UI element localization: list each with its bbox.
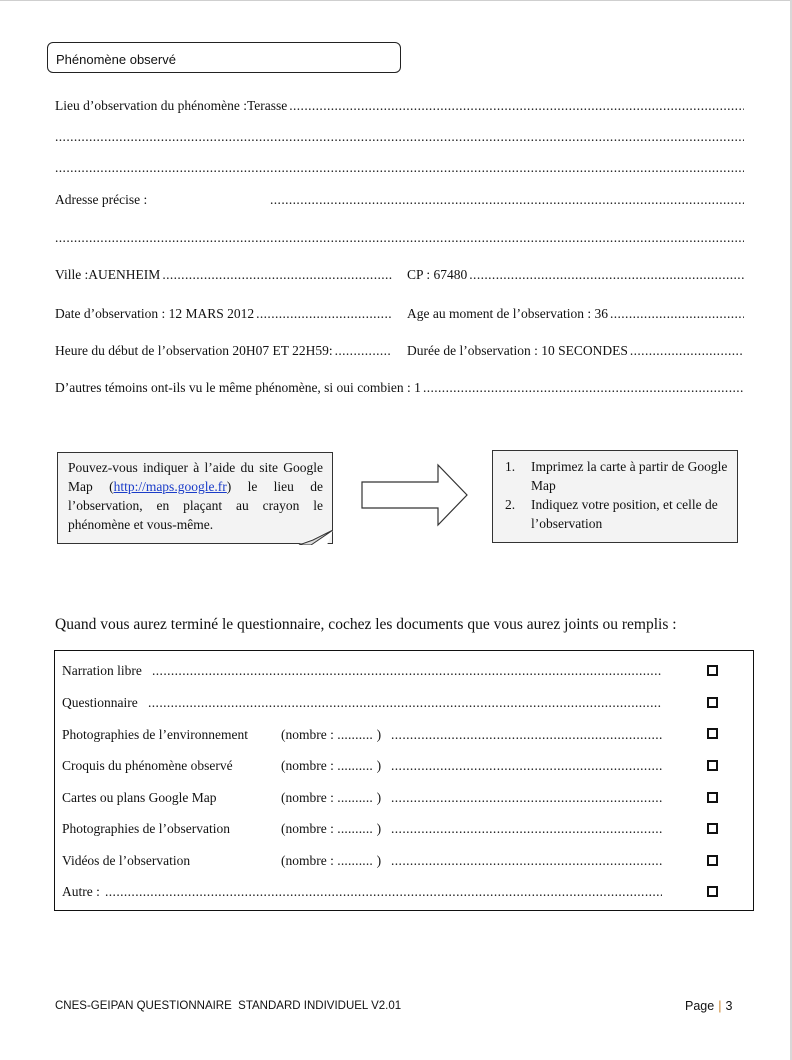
lieu-field[interactable] xyxy=(55,98,744,114)
checklist-item-label: Croquis du phénomène observé xyxy=(62,758,233,773)
lieu-fill-line xyxy=(289,98,744,114)
page-label: Page xyxy=(685,999,715,1013)
page-curl-icon xyxy=(297,530,333,545)
step-2 xyxy=(505,495,729,533)
checkbox-questionnaire[interactable] xyxy=(707,697,718,708)
temoins-fill-line xyxy=(423,380,744,396)
count-label: (nombre : xyxy=(281,821,334,836)
checkbox-photos-environnement[interactable] xyxy=(707,728,718,739)
page-top-edge xyxy=(0,0,792,1)
section-title: Phénomène observé xyxy=(47,42,401,73)
cp-label: CP : 67480 xyxy=(407,267,468,282)
page-separator: | xyxy=(718,999,722,1013)
checklist-item-photos-environnement xyxy=(62,726,662,744)
checklist-item-narration xyxy=(62,662,662,680)
step-1-text: Imprimez la carte à partir de Google Map xyxy=(531,459,728,493)
count-field[interactable] xyxy=(281,726,381,744)
count-close: ) xyxy=(376,821,382,836)
map-instruction-note xyxy=(57,452,333,544)
checklist-item-autre xyxy=(62,883,662,901)
fill-line xyxy=(148,694,662,712)
fill-line xyxy=(391,789,662,807)
count-dots xyxy=(337,852,373,870)
map-text-before: Pouvez-vous indiquer à l’aide du site Google Map ( xyxy=(68,460,323,494)
heure-field[interactable] xyxy=(55,343,392,359)
steps-box xyxy=(492,450,738,543)
checkbox-autre[interactable] xyxy=(707,886,718,897)
lieu-continuation-line-2[interactable] xyxy=(55,160,744,176)
checklist-item-label: Cartes ou plans Google Map xyxy=(62,790,217,805)
count-label: (nombre : xyxy=(281,758,334,773)
count-dots xyxy=(337,820,373,838)
page-number: 3 xyxy=(725,999,733,1013)
map-text-after: ) le lieu de l’observation, en plaçant au crayon le phénomène et vous-même. xyxy=(68,479,323,532)
checkbox-cartes[interactable] xyxy=(707,792,718,803)
checklist-item-label: Vidéos de l’observation xyxy=(62,853,191,868)
right-arrow-icon xyxy=(360,463,470,527)
checkbox-narration[interactable] xyxy=(707,665,718,676)
step-1-number: 1. xyxy=(505,459,516,474)
age-label: Age au moment de l’observation : 36 xyxy=(407,306,608,321)
temoins-field[interactable] xyxy=(55,380,744,396)
count-field[interactable] xyxy=(281,757,381,775)
checkbox-photos-observation[interactable] xyxy=(707,823,718,834)
checkbox-croquis[interactable] xyxy=(707,760,718,771)
checklist-item-cartes xyxy=(62,789,662,807)
checklist-item-label: Autre : xyxy=(62,884,100,899)
adresse-field-label xyxy=(55,192,280,208)
checklist-item-photos-observation xyxy=(62,820,662,838)
temoins-label: D’autres témoins ont-ils vu le même phénomène, si oui combien : 1 xyxy=(55,380,421,395)
ville-field[interactable] xyxy=(55,267,392,283)
count-label: (nombre : xyxy=(281,727,334,742)
checkbox-videos[interactable] xyxy=(707,855,718,866)
duree-field[interactable] xyxy=(407,343,744,359)
ville-fill-line xyxy=(162,267,392,283)
date-fill-line xyxy=(256,306,392,322)
checklist-item-videos xyxy=(62,852,662,870)
adresse-label: Adresse précise : xyxy=(55,192,148,207)
age-fill-line xyxy=(610,306,744,322)
count-close: ) xyxy=(376,758,382,773)
footer-document-title: CNES-GEIPAN QUESTIONNAIRE STANDARD INDIVIDUEL V2.01 xyxy=(55,1000,402,1012)
fill-line xyxy=(152,662,662,680)
cp-field[interactable] xyxy=(407,267,744,283)
count-dots xyxy=(337,726,373,744)
count-label: (nombre : xyxy=(281,790,334,805)
count-field[interactable] xyxy=(281,820,381,838)
count-dots xyxy=(337,789,373,807)
count-field[interactable] xyxy=(281,789,381,807)
adresse-continuation-line[interactable] xyxy=(55,230,744,246)
count-field[interactable] xyxy=(281,852,381,870)
checklist-intro: Quand vous aurez terminé le questionnaire, cochez les documents que vous aurez joints ou remplis : xyxy=(55,616,677,633)
lieu-label: Lieu d’observation du phénomène :Terasse xyxy=(55,98,288,113)
duree-fill-line xyxy=(630,343,744,359)
count-close: ) xyxy=(376,790,382,805)
heure-fill-line xyxy=(335,343,392,359)
count-label: (nombre : xyxy=(281,853,334,868)
fill-line xyxy=(391,757,662,775)
step-2-number: 2. xyxy=(505,497,516,512)
fill-line xyxy=(391,726,662,744)
heure-label: Heure du début de l’observation 20H07 ET 22H59: xyxy=(55,343,333,358)
fill-line xyxy=(391,852,662,870)
fill-line[interactable] xyxy=(105,883,662,901)
date-field[interactable] xyxy=(55,306,392,322)
count-dots xyxy=(337,757,373,775)
age-field[interactable] xyxy=(407,306,744,322)
count-close: ) xyxy=(376,853,382,868)
google-maps-link[interactable]: http://maps.google.fr xyxy=(113,479,227,494)
checklist-item-croquis xyxy=(62,757,662,775)
fill-line xyxy=(391,820,662,838)
checklist-item-questionnaire xyxy=(62,694,662,712)
count-close: ) xyxy=(376,727,382,742)
lieu-continuation-line-1[interactable] xyxy=(55,129,744,145)
checklist-item-label: Narration libre xyxy=(62,663,142,678)
checklist-item-label: Photographies de l’observation xyxy=(62,821,230,836)
checklist-item-label: Questionnaire xyxy=(62,695,138,710)
ville-label: Ville :AUENHEIM xyxy=(55,267,161,282)
step-1 xyxy=(505,457,729,495)
adresse-fill-line[interactable] xyxy=(270,192,744,208)
cp-fill-line xyxy=(469,267,744,283)
duree-label: Durée de l’observation : 10 SECONDES xyxy=(407,343,628,358)
checklist-item-label: Photographies de l’environnement xyxy=(62,727,248,742)
date-label: Date d’observation : 12 MARS 2012 xyxy=(55,306,255,321)
footer-page-number xyxy=(685,999,732,1013)
step-2-text: Indiquez votre position, et celle de l’observation xyxy=(531,497,718,531)
documents-checklist xyxy=(54,650,754,911)
